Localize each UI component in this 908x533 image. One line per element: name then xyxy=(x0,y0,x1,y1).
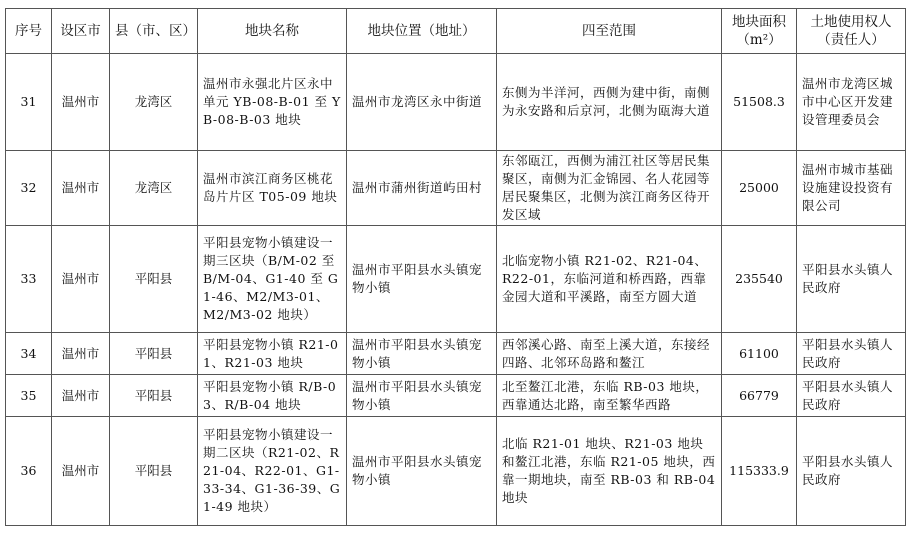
header-city: 设区市 xyxy=(52,9,110,54)
cell-no: 31 xyxy=(6,54,52,151)
cell-location: 温州市平阳县水头镇宠物小镇 xyxy=(347,333,497,375)
header-no: 序号 xyxy=(6,9,52,54)
cell-location: 温州市平阳县水头镇宠物小镇 xyxy=(347,226,497,333)
header-area: 地块面积（m²） xyxy=(722,9,797,54)
cell-area: 61100 xyxy=(722,333,797,375)
cell-city: 温州市 xyxy=(52,333,110,375)
table-row xyxy=(6,151,906,226)
cell-area: 115333.9 xyxy=(722,417,797,526)
cell-bounds: 北临宠物小镇 R21-02、R21-04、R22-01，东临河道和桥西路，西靠金园大道和平溪路，南至方圆大道 xyxy=(497,226,722,333)
cell-location: 温州市平阳县水头镇宠物小镇 xyxy=(347,417,497,526)
cell-name: 温州市滨江商务区桃花岛片片区 T05-09 地块 xyxy=(198,151,347,226)
cell-bounds: 东邻瓯江，西侧为浦江社区等居民集聚区，南侧为汇金锦园、名人花园等居民聚集区，北侧为滨江商务区待开发区域 xyxy=(497,151,722,226)
cell-area: 51508.3 xyxy=(722,54,797,151)
cell-owner: 平阳县水头镇人民政府 xyxy=(797,417,906,526)
cell-county: 平阳县 xyxy=(110,375,198,417)
cell-no: 35 xyxy=(6,375,52,417)
cell-owner: 温州市龙湾区城市中心区开发建设管理委员会 xyxy=(797,54,906,151)
cell-name: 平阳县宠物小镇建设一期二区块（R21-02、R21-04、R22-01、G1-33-34、G1-36-39、G1-49 地块） xyxy=(198,417,347,526)
header-owner: 土地使用权人（责任人） xyxy=(797,9,906,54)
cell-county: 龙湾区 xyxy=(110,151,198,226)
header-bounds: 四至范围 xyxy=(497,9,722,54)
header-name: 地块名称 xyxy=(198,9,347,54)
cell-city: 温州市 xyxy=(52,54,110,151)
header-location: 地块位置（地址） xyxy=(347,9,497,54)
cell-area: 66779 xyxy=(722,375,797,417)
cell-no: 33 xyxy=(6,226,52,333)
land-parcel-table xyxy=(5,8,906,526)
cell-county: 平阳县 xyxy=(110,226,198,333)
cell-name: 平阳县宠物小镇 R21-01、R21-03 地块 xyxy=(198,333,347,375)
cell-bounds: 北临 R21-01 地块、R21-03 地块和鳌江北港，东临 R21-05 地块，西靠一期地块，南至 RB-03 和 RB-04 地块 xyxy=(497,417,722,526)
header-row xyxy=(6,9,906,54)
cell-area: 25000 xyxy=(722,151,797,226)
cell-location: 温州市平阳县水头镇宠物小镇 xyxy=(347,375,497,417)
cell-area: 235540 xyxy=(722,226,797,333)
cell-county: 平阳县 xyxy=(110,417,198,526)
cell-bounds: 北至鳌江北港，东临 RB-03 地块，西靠通达北路，南至繁华西路 xyxy=(497,375,722,417)
cell-name: 平阳县宠物小镇 R/B-03、R/B-04 地块 xyxy=(198,375,347,417)
table-row xyxy=(6,226,906,333)
cell-owner: 平阳县水头镇人民政府 xyxy=(797,375,906,417)
cell-city: 温州市 xyxy=(52,226,110,333)
cell-no: 34 xyxy=(6,333,52,375)
cell-bounds: 东侧为半洋河，西侧为建中街，南侧为永安路和后京河，北侧为瓯海大道 xyxy=(497,54,722,151)
cell-bounds: 西邻溪心路、南至上溪大道，东接经四路、北邻环岛路和鳌江 xyxy=(497,333,722,375)
cell-name: 平阳县宠物小镇建设一期三区块（B/M-02 至 B/M-04、G1-40 至 G1-46、M2/M3-01、M2/M3-02 地块） xyxy=(198,226,347,333)
cell-city: 温州市 xyxy=(52,375,110,417)
cell-location: 温州市蒲州街道屿田村 xyxy=(347,151,497,226)
cell-owner: 平阳县水头镇人民政府 xyxy=(797,226,906,333)
cell-location: 温州市龙湾区永中街道 xyxy=(347,54,497,151)
cell-no: 32 xyxy=(6,151,52,226)
cell-no: 36 xyxy=(6,417,52,526)
table-row xyxy=(6,54,906,151)
cell-city: 温州市 xyxy=(52,417,110,526)
table-row xyxy=(6,417,906,526)
cell-name: 温州市永强北片区永中单元 YB-08-B-01 至 YB-08-B-03 地块 xyxy=(198,54,347,151)
table-row xyxy=(6,375,906,417)
cell-city: 温州市 xyxy=(52,151,110,226)
cell-owner: 温州市城市基础设施建设投资有限公司 xyxy=(797,151,906,226)
table-row xyxy=(6,333,906,375)
cell-county: 平阳县 xyxy=(110,333,198,375)
cell-county: 龙湾区 xyxy=(110,54,198,151)
cell-owner: 平阳县水头镇人民政府 xyxy=(797,333,906,375)
header-county: 县（市、区） xyxy=(110,9,198,54)
